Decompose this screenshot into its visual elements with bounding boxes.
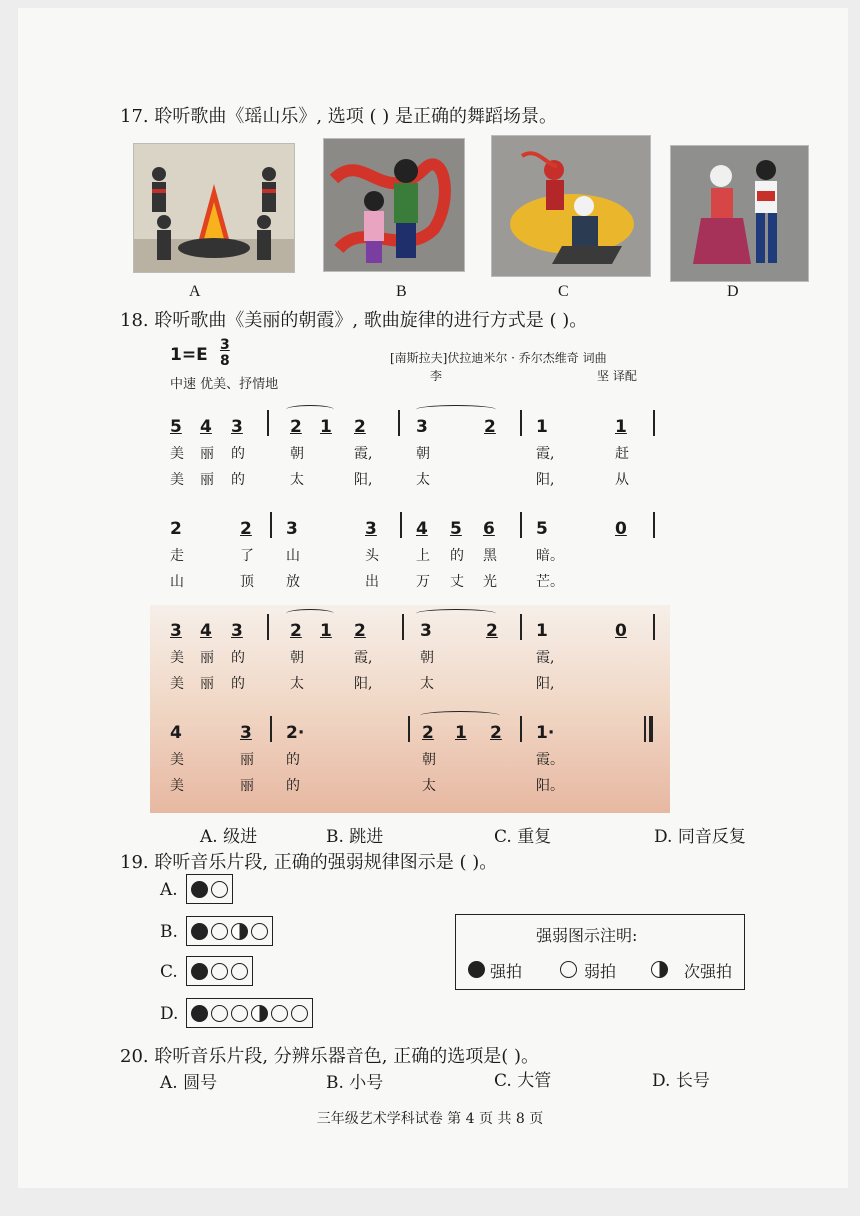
q19-option-a-diagram[interactable] bbox=[186, 874, 233, 904]
q18-option-c[interactable]: C. 重复 bbox=[494, 827, 552, 847]
weak-beat-icon bbox=[211, 923, 228, 940]
lyric: 阳。 bbox=[536, 778, 564, 794]
lyric: 放 bbox=[286, 574, 300, 590]
lyric: 走 bbox=[170, 548, 184, 564]
weak-beat-icon bbox=[231, 963, 248, 980]
lyric: 丽 bbox=[200, 446, 214, 462]
music-score bbox=[150, 335, 670, 813]
note: 2 bbox=[484, 417, 496, 437]
lyric: 赶 bbox=[615, 446, 629, 462]
lyric: 丽 bbox=[200, 676, 214, 692]
note: 4 bbox=[170, 723, 182, 743]
weak-beat-icon bbox=[251, 923, 268, 940]
note: 2 bbox=[290, 417, 302, 437]
lyric: 从 bbox=[615, 472, 629, 488]
slur bbox=[420, 711, 500, 720]
lyric: 霞, bbox=[354, 650, 373, 666]
score-background bbox=[150, 605, 670, 813]
medium-beat-icon bbox=[231, 923, 248, 940]
lyric: 丈 bbox=[450, 574, 464, 590]
note: 3 bbox=[231, 417, 243, 437]
lyric: 美 bbox=[170, 676, 184, 692]
lyric: 山 bbox=[170, 574, 184, 590]
lyric: 的 bbox=[286, 752, 300, 768]
lyric: 的 bbox=[450, 548, 464, 564]
composer-credit: [南斯拉夫]伏拉迪米尔 · 乔尔杰维奇 词曲 bbox=[390, 351, 607, 365]
lyric: 霞, bbox=[354, 446, 373, 462]
q19-option-a-label[interactable]: A. bbox=[160, 880, 178, 900]
lyric: 的 bbox=[286, 778, 300, 794]
q19-option-d-label[interactable]: D. bbox=[160, 1004, 179, 1024]
q20-option-a[interactable]: A. 圆号 bbox=[160, 1073, 218, 1093]
lyric: 霞, bbox=[536, 650, 555, 666]
beat-legend bbox=[455, 914, 745, 990]
q18-option-a[interactable]: A. 级进 bbox=[200, 827, 258, 847]
bar-line bbox=[408, 716, 410, 742]
lyric: 的 bbox=[231, 650, 245, 666]
question-19-text: 19. 聆听音乐片段, 正确的强弱规律图示是 ( )。 bbox=[120, 852, 498, 873]
note: 5 bbox=[536, 519, 548, 539]
q18-option-d[interactable]: D. 同音反复 bbox=[654, 827, 746, 847]
legend-weak-label: 弱拍 bbox=[584, 962, 617, 981]
weak-beat-icon bbox=[560, 961, 577, 978]
lyric: 太 bbox=[290, 472, 304, 488]
note: 1 bbox=[455, 723, 467, 743]
bar-line bbox=[653, 614, 655, 640]
note: 2· bbox=[286, 723, 305, 743]
weak-beat-icon bbox=[211, 1005, 228, 1022]
lyric: 了 bbox=[240, 548, 254, 564]
bar-line bbox=[520, 512, 522, 538]
q19-option-c-label[interactable]: C. bbox=[160, 962, 178, 982]
lyric: 芒。 bbox=[536, 574, 564, 590]
strong-beat-icon bbox=[191, 1005, 208, 1022]
note: 2 bbox=[354, 417, 366, 437]
q19-option-b-diagram[interactable] bbox=[186, 916, 273, 946]
couple-dance-illustration[interactable] bbox=[670, 145, 809, 282]
note: 2 bbox=[240, 519, 252, 539]
q20-option-c[interactable]: C. 大管 bbox=[494, 1071, 552, 1091]
lyric: 太 bbox=[416, 472, 430, 488]
lyric: 的 bbox=[231, 446, 245, 462]
lyric: 出 bbox=[365, 574, 379, 590]
note: 4 bbox=[200, 621, 212, 641]
lyric: 朝 bbox=[416, 446, 430, 462]
bar-line bbox=[400, 512, 402, 538]
bar-line bbox=[270, 716, 272, 742]
strong-beat-icon bbox=[191, 923, 208, 940]
slur bbox=[416, 405, 496, 414]
lyric: 阳, bbox=[354, 676, 373, 692]
note: 2 bbox=[170, 519, 182, 539]
note: 1· bbox=[536, 723, 555, 743]
bar-line bbox=[520, 614, 522, 640]
lyric: 光 bbox=[483, 574, 497, 590]
strong-beat-icon bbox=[191, 881, 208, 898]
lyric: 太 bbox=[420, 676, 434, 692]
lyric: 丽 bbox=[240, 778, 254, 794]
bar-line bbox=[653, 512, 655, 538]
bar-line bbox=[402, 614, 404, 640]
lyric: 阳, bbox=[354, 472, 373, 488]
note: 1 bbox=[536, 417, 548, 437]
note: 1 bbox=[320, 621, 332, 641]
page-footer: 三年级艺术学科试卷 第 4 页 共 8 页 bbox=[316, 1111, 544, 1127]
lyric: 美 bbox=[170, 752, 184, 768]
weak-beat-icon bbox=[211, 963, 228, 980]
weak-beat-icon bbox=[291, 1005, 308, 1022]
note: 2 bbox=[490, 723, 502, 743]
note: 3 bbox=[240, 723, 252, 743]
bar-line bbox=[520, 410, 522, 436]
lyric: 的 bbox=[231, 472, 245, 488]
note: 1 bbox=[320, 417, 332, 437]
note: 3 bbox=[416, 417, 428, 437]
translator-credit-2: 坚 译配 bbox=[597, 369, 637, 383]
bar-line bbox=[270, 512, 272, 538]
note: 3 bbox=[286, 519, 298, 539]
question-20-text: 20. 聆听音乐片段, 分辨乐器音色, 正确的选项是( )。 bbox=[120, 1046, 539, 1067]
lyric: 丽 bbox=[240, 752, 254, 768]
lyric: 的 bbox=[231, 676, 245, 692]
xinjiang-dance-illustration[interactable] bbox=[491, 135, 651, 277]
lyric: 美 bbox=[170, 778, 184, 794]
weak-beat-icon bbox=[231, 1005, 248, 1022]
note: 1 bbox=[615, 417, 627, 437]
lyric: 头 bbox=[365, 548, 379, 564]
lyric: 山 bbox=[286, 548, 300, 564]
note: 2 bbox=[422, 723, 434, 743]
tempo-marking: 中速 优美、抒情地 bbox=[170, 377, 279, 392]
bar-line bbox=[653, 410, 655, 436]
medium-beat-icon bbox=[651, 961, 668, 978]
lyric: 朝 bbox=[290, 446, 304, 462]
slur bbox=[286, 405, 334, 414]
note: 5 bbox=[450, 519, 462, 539]
lyric: 顶 bbox=[240, 574, 254, 590]
legend-title: 强弱图示注明: bbox=[536, 926, 638, 945]
lyric: 万 bbox=[416, 574, 430, 590]
lyric: 黑 bbox=[483, 548, 497, 564]
bar-line bbox=[267, 410, 269, 436]
note: 2 bbox=[290, 621, 302, 641]
note: 2 bbox=[354, 621, 366, 641]
q19-option-c-diagram[interactable] bbox=[186, 956, 253, 986]
lyric: 霞。 bbox=[536, 752, 564, 768]
time-signature-bottom: 8 bbox=[220, 353, 230, 369]
option-d-label: D bbox=[727, 283, 739, 300]
slur bbox=[286, 609, 334, 618]
lyric: 太 bbox=[290, 676, 304, 692]
lyric: 太 bbox=[422, 778, 436, 794]
final-bar-line-thick bbox=[649, 716, 653, 742]
lyric: 阳, bbox=[536, 472, 555, 488]
lyric: 朝 bbox=[420, 650, 434, 666]
translator-credit-1: 李 bbox=[430, 369, 443, 383]
note: 3 bbox=[420, 621, 432, 641]
note: 0 bbox=[615, 621, 627, 641]
time-signature-top: 3 bbox=[220, 337, 230, 353]
note: 4 bbox=[416, 519, 428, 539]
q19-option-b-label[interactable]: B. bbox=[160, 922, 178, 942]
bar-line bbox=[520, 716, 522, 742]
lyric: 暗。 bbox=[536, 548, 564, 564]
note: 0 bbox=[615, 519, 627, 539]
lyric: 朝 bbox=[422, 752, 436, 768]
note: 3 bbox=[365, 519, 377, 539]
medium-beat-icon bbox=[251, 1005, 268, 1022]
lyric: 丽 bbox=[200, 472, 214, 488]
weak-beat-icon bbox=[211, 881, 228, 898]
lyric: 阳, bbox=[536, 676, 555, 692]
final-bar-line-thin bbox=[644, 716, 646, 742]
lyric: 丽 bbox=[200, 650, 214, 666]
strong-beat-icon bbox=[191, 963, 208, 980]
note: 1 bbox=[536, 621, 548, 641]
strong-beat-icon bbox=[468, 961, 485, 978]
option-c-label: C bbox=[558, 283, 569, 300]
legend-medium-label: 次强拍 bbox=[684, 962, 733, 981]
q19-option-d-diagram[interactable] bbox=[186, 998, 313, 1028]
q18-option-b[interactable]: B. 跳进 bbox=[326, 827, 384, 847]
q20-option-b[interactable]: B. 小号 bbox=[326, 1073, 384, 1093]
question-17-text: 17. 聆听歌曲《瑶山乐》, 选项 ( ) 是正确的舞蹈场景。 bbox=[120, 106, 557, 127]
note: 2 bbox=[486, 621, 498, 641]
note: 3 bbox=[231, 621, 243, 641]
lyric: 上 bbox=[416, 548, 430, 564]
ribbon-dance-illustration[interactable] bbox=[323, 138, 465, 272]
q20-option-d[interactable]: D. 长号 bbox=[652, 1071, 710, 1091]
lyric: 霞, bbox=[536, 446, 555, 462]
slur bbox=[416, 609, 496, 618]
note: 5 bbox=[170, 417, 182, 437]
key-signature: 1=E bbox=[170, 345, 208, 365]
lyric: 美 bbox=[170, 472, 184, 488]
option-b-label: B bbox=[396, 283, 407, 300]
question-18-text: 18. 聆听歌曲《美丽的朝霞》, 歌曲旋律的进行方式是 ( )。 bbox=[120, 310, 588, 331]
option-a-label: A bbox=[189, 283, 201, 300]
bar-line bbox=[267, 614, 269, 640]
note: 3 bbox=[170, 621, 182, 641]
note: 6 bbox=[483, 519, 495, 539]
lyric: 朝 bbox=[290, 650, 304, 666]
weak-beat-icon bbox=[271, 1005, 288, 1022]
bar-line bbox=[398, 410, 400, 436]
note: 4 bbox=[200, 417, 212, 437]
lyric: 美 bbox=[170, 446, 184, 462]
legend-strong-label: 强拍 bbox=[490, 962, 523, 981]
bonfire-dance-illustration[interactable] bbox=[133, 143, 295, 273]
lyric: 美 bbox=[170, 650, 184, 666]
